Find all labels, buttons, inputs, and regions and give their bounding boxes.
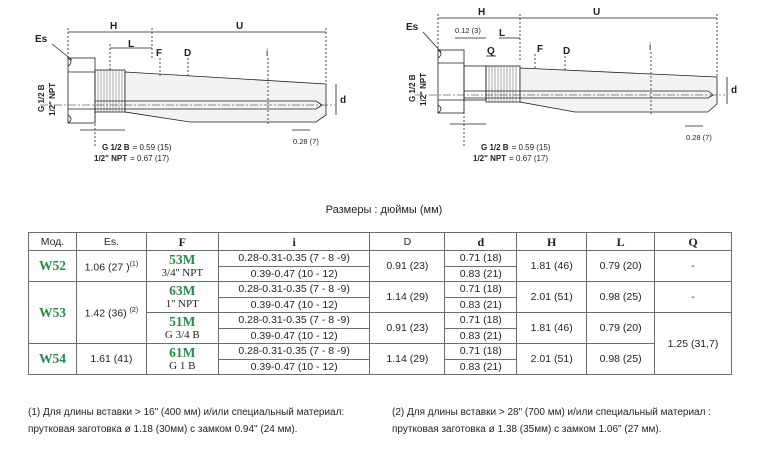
model-cell: W52	[29, 251, 77, 282]
label-d-upper: D	[184, 48, 192, 59]
label-thread-npt: 1/2" NPT	[48, 82, 57, 116]
header-D: D	[370, 233, 445, 251]
es-cell: 1.06 (27 )$^{(1)}$	[76, 251, 146, 282]
dim-g-value: = 0.59 (15)	[511, 143, 551, 152]
footnote-2-line-1: (2) Для длины вставки > 28" (700 мм) и/или специальный материал :	[392, 407, 712, 418]
svg-text:G 1/2 B= 0.59 (15)	[481, 143, 551, 152]
q-cell: 1.25 (31,7)	[655, 313, 732, 375]
label-es: Es	[35, 34, 48, 45]
dim-g-value: = 0.59 (15)	[132, 143, 172, 152]
header-es: Es.	[76, 233, 146, 251]
model-cell: W53	[29, 282, 77, 344]
q-cell: -	[655, 251, 732, 282]
D-cell: 1.14 (29)	[370, 282, 445, 313]
label-l: L	[128, 39, 135, 50]
label-tip: 0.28 (7)	[293, 137, 319, 146]
q-cell: -	[655, 282, 732, 313]
d-cell: 0.83 (21)	[445, 297, 517, 313]
table-header-row	[29, 233, 732, 251]
d-cell: 0.71 (18)	[445, 282, 517, 298]
es-cell: 1.42 (36) $^{(2)}$	[76, 282, 146, 344]
d-cell: 0.83 (21)	[445, 328, 517, 344]
l-cell: 0.79 (20)	[587, 251, 655, 282]
footnote-1-line-2: прутковая заготовка ø 1.18 (30мм) с замком 0.94" (24 мм).	[28, 424, 298, 435]
tapered-stem	[520, 68, 717, 112]
d-cell: 0.71 (18)	[445, 313, 517, 329]
h-cell: 2.01 (51)	[517, 282, 587, 313]
header-mod: Мод.	[29, 233, 77, 251]
label-f: F	[156, 48, 163, 59]
dim-npt-label: 1/2" NPT	[94, 154, 128, 163]
label-i: i	[649, 42, 652, 53]
svg-text:1/2" NPT= 0.67 (17)	[473, 154, 548, 163]
table-row	[29, 251, 732, 267]
d-cell: 0.71 (18)	[445, 344, 517, 360]
label-d-lower: d	[731, 85, 738, 96]
label-thread-g: G 1/2 B	[408, 74, 417, 102]
table-row	[29, 344, 732, 360]
i-cell: 0.39-0.47 (10 - 12)	[218, 266, 370, 282]
h-cell: 2.01 (51)	[517, 344, 587, 375]
h-cell: 1.81 (46)	[517, 251, 587, 282]
label-u: U	[236, 21, 244, 32]
footnote-2	[392, 404, 762, 438]
label-h: H	[110, 21, 118, 32]
thermowell-drawing-left	[0, 0, 380, 170]
label-d-lower: d	[340, 95, 347, 106]
f-cell: 53M 3/4'' NPT	[146, 251, 218, 282]
D-cell: 0.91 (23)	[370, 251, 445, 282]
l-cell: 0.98 (25)	[587, 344, 655, 375]
hex-head	[68, 58, 95, 123]
label-tip: 0.28 (7)	[686, 133, 712, 142]
tapered-stem	[125, 72, 326, 122]
l-cell: 0.79 (20)	[587, 313, 655, 344]
thread-section	[486, 66, 520, 102]
f-cell: 51M G 3/4 B	[146, 313, 218, 344]
i-cell: 0.39-0.47 (10 - 12)	[218, 328, 370, 344]
i-cell: 0.28-0.31-0.35 (7 - 8 -9)	[218, 344, 370, 360]
header-d: d	[445, 233, 517, 251]
header-h: H	[517, 233, 587, 251]
label-u: U	[593, 7, 601, 18]
header-l: L	[587, 233, 655, 251]
f-cell: 61M G 1 B	[146, 344, 218, 375]
hex-head	[438, 50, 464, 113]
footnote-1	[28, 404, 373, 438]
dim-g-label: G 1/2 B	[481, 143, 509, 152]
header-q: Q	[655, 233, 732, 251]
dim-npt-value: = 0.67 (17)	[509, 154, 549, 163]
i-cell: 0.39-0.47 (10 - 12)	[218, 297, 370, 313]
thermowell-drawing-right-svg	[395, 0, 768, 170]
label-top-dim: 0.12 (3)	[455, 26, 481, 35]
svg-text:G 1/2 B= 0.59 (15)	[102, 143, 172, 152]
label-q: Q	[487, 46, 495, 57]
thermowell-drawing-left-svg	[0, 0, 380, 170]
dim-npt-label: 1/2" NPT	[473, 154, 507, 163]
header-f: F	[146, 233, 218, 251]
label-d-upper: D	[563, 46, 571, 57]
es-cell: 1.61 (41)	[76, 344, 146, 375]
label-h: H	[478, 7, 486, 18]
label-f: F	[537, 44, 544, 55]
d-cell: 0.71 (18)	[445, 251, 517, 267]
label-i: i	[266, 48, 269, 59]
dim-g-label: G 1/2 B	[102, 143, 130, 152]
footnote-1-line-1: (1) Для длины вставки > 16" (400 мм) и/или специальный материал:	[28, 407, 345, 418]
h-cell: 1.81 (46)	[517, 313, 587, 344]
header-i: i	[218, 233, 370, 251]
table-row	[29, 282, 732, 298]
model-cell: W54	[29, 344, 77, 375]
dim-npt-value: = 0.67 (17)	[130, 154, 170, 163]
i-cell: 0.28-0.31-0.35 (7 - 8 -9)	[218, 251, 370, 267]
label-thread-g: G 1/2 B	[37, 84, 46, 112]
label-es: Es	[406, 22, 419, 33]
svg-text:1/2" NPT= 0.67 (17)	[94, 154, 169, 163]
thermowell-drawing-right	[395, 0, 768, 170]
i-cell: 0.28-0.31-0.35 (7 - 8 -9)	[218, 313, 370, 329]
label-thread-npt: 1/2" NPT	[419, 72, 428, 106]
dimensions-caption: Размеры : дюймы (мм)	[325, 204, 443, 216]
i-cell: 0.28-0.31-0.35 (7 - 8 -9)	[218, 282, 370, 298]
l-cell: 0.98 (25)	[587, 282, 655, 313]
D-cell: 1.14 (29)	[370, 344, 445, 375]
label-l: L	[499, 28, 506, 39]
D-cell: 0.91 (23)	[370, 313, 445, 344]
d-cell: 0.83 (21)	[445, 359, 517, 375]
f-cell: 63M 1'' NPT	[146, 282, 218, 313]
dimensions-table	[28, 232, 732, 375]
i-cell: 0.39-0.47 (10 - 12)	[218, 359, 370, 375]
footnote-2-line-2: прутковая заготовка ø 1.38 (35мм) с замком 1.06" (27 мм).	[392, 424, 662, 435]
d-cell: 0.83 (21)	[445, 266, 517, 282]
